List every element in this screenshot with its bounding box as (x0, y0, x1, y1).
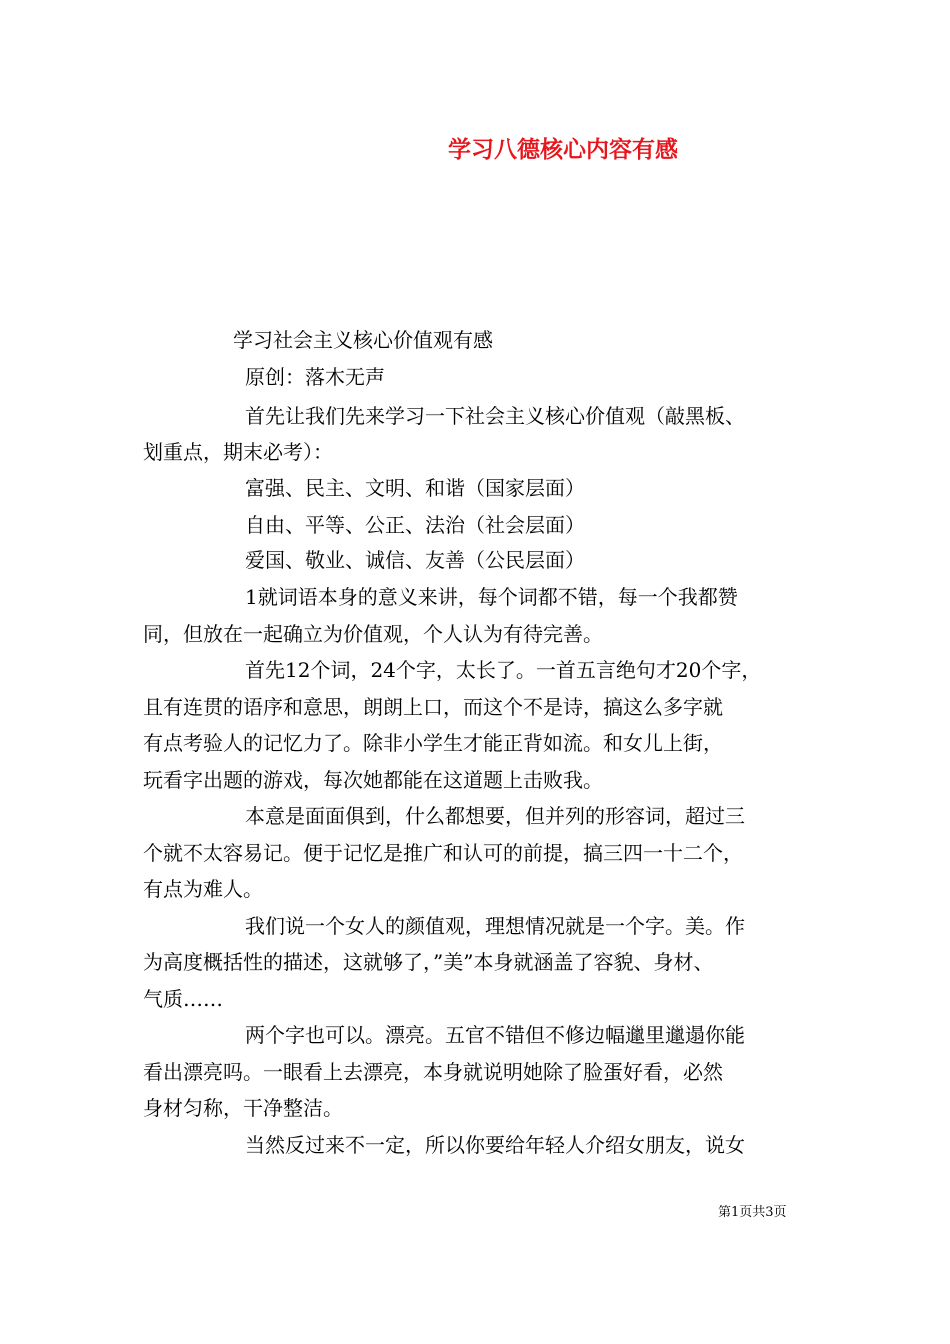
value-line-social: 自由、平等、公正、法治（社会层面） (245, 513, 585, 537)
paragraph-line: 看出漂亮吗。一眼看上去漂亮，本身就说明她除了脸蛋好看，必然 (143, 1060, 723, 1084)
paragraph-line: 当然反过来不一定，所以你要给年轻人介绍女朋友，说女 (245, 1133, 745, 1157)
paragraph-line: 两个字也可以。漂亮。五官不错但不修边幅邋里邋遢你能 (245, 1023, 745, 1047)
paragraph-line: 首先让我们先来学习一下社会主义核心价值观（敲黑板、 (245, 404, 745, 428)
paragraph-line: 我们说一个女人的颜值观，理想情况就是一个字。美。作 (245, 914, 745, 938)
paragraph-line: 首先12个词，24个字，太长了。一首五言绝句才20个字， (245, 658, 762, 682)
paragraph-line: 有点为难人。 (143, 877, 263, 901)
paragraph-line: 1就词语本身的意义来讲，每个词都不错，每一个我都赞 (245, 585, 738, 609)
value-line-national: 富强、民主、文明、和谐（国家层面） (245, 476, 585, 500)
value-line-citizen: 爱国、敬业、诚信、友善（公民层面） (245, 548, 585, 572)
paragraph-line: 划重点，期末必考）： (143, 440, 333, 464)
author-line: 原创：落木无声 (245, 365, 385, 389)
paragraph-line: 且有连贯的语序和意思，朗朗上口，而这个不是诗，搞这么多字就 (143, 695, 723, 719)
document-title: 学习八德核心内容有感 (448, 136, 678, 163)
paragraph-line: 玩看字出题的游戏，每次她都能在这道题上击败我。 (143, 768, 603, 792)
paragraph-line: 个就不太容易记。便于记忆是推广和认可的前提，搞三四一十二个， (143, 841, 743, 865)
paragraph-line: 气质…… (143, 987, 223, 1011)
page-number: 第1页共3页 (718, 1205, 787, 1220)
paragraph-line: 本意是面面俱到，什么都想要，但并列的形容词，超过三 (245, 804, 745, 828)
paragraph-line: 同，但放在一起确立为价值观，个人认为有待完善。 (143, 622, 603, 646)
subtitle-line: 学习社会主义核心价值观有感 (233, 328, 493, 352)
paragraph-line: 为高度概括性的描述，这就够了，”美”本身就涵盖了容貌、身材、 (143, 950, 714, 974)
paragraph-line: 身材匀称，干净整洁。 (143, 1096, 343, 1120)
paragraph-line: 有点考验人的记忆力了。除非小学生才能正背如流。和女儿上街， (143, 731, 723, 755)
